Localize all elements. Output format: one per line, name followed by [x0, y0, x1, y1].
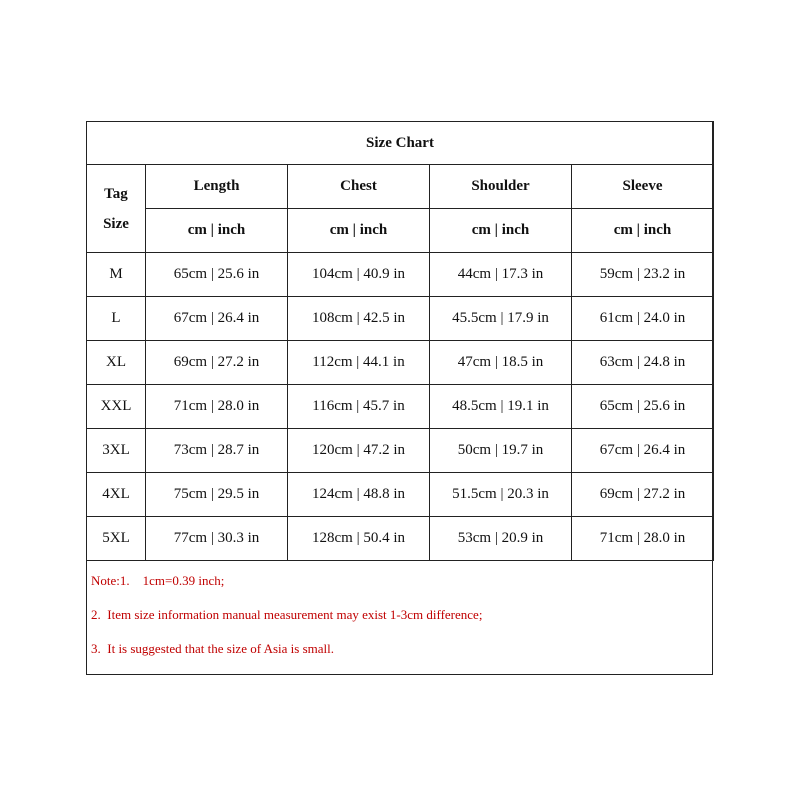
unit-shoulder: cm | inch	[430, 209, 572, 253]
chest-cell: 120cm | 47.2 in	[288, 429, 430, 473]
table-row	[87, 341, 714, 385]
size-cell: L	[87, 297, 146, 341]
shoulder-cell: 45.5cm | 17.9 in	[430, 297, 572, 341]
table-row	[87, 385, 714, 429]
header-length: Length	[146, 165, 288, 209]
header-chest: Chest	[288, 165, 430, 209]
sleeve-cell: 65cm | 25.6 in	[572, 385, 714, 429]
chest-cell: 104cm | 40.9 in	[288, 253, 430, 297]
header-sleeve: Sleeve	[572, 165, 714, 209]
table-row	[87, 517, 714, 561]
length-cell: 65cm | 25.6 in	[146, 253, 288, 297]
chest-cell: 116cm | 45.7 in	[288, 385, 430, 429]
table-row	[87, 297, 714, 341]
chest-cell: 124cm | 48.8 in	[288, 473, 430, 517]
size-cell: M	[87, 253, 146, 297]
shoulder-cell: 47cm | 18.5 in	[430, 341, 572, 385]
shoulder-cell: 53cm | 20.9 in	[430, 517, 572, 561]
length-cell: 67cm | 26.4 in	[146, 297, 288, 341]
table-row	[87, 253, 714, 297]
sleeve-cell: 59cm | 23.2 in	[572, 253, 714, 297]
shoulder-cell: 50cm | 19.7 in	[430, 429, 572, 473]
size-label: Size	[103, 215, 129, 232]
shoulder-cell: 48.5cm | 19.1 in	[430, 385, 572, 429]
chest-cell: 128cm | 50.4 in	[288, 517, 430, 561]
length-cell: 73cm | 28.7 in	[146, 429, 288, 473]
sleeve-cell: 71cm | 28.0 in	[572, 517, 714, 561]
size-cell: 3XL	[87, 429, 146, 473]
unit-length: cm | inch	[146, 209, 288, 253]
unit-sleeve: cm | inch	[572, 209, 714, 253]
chest-cell: 108cm | 42.5 in	[288, 297, 430, 341]
sleeve-cell: 63cm | 24.8 in	[572, 341, 714, 385]
size-cell: 5XL	[87, 517, 146, 561]
size-cell: 4XL	[87, 473, 146, 517]
length-cell: 75cm | 29.5 in	[146, 473, 288, 517]
note-1: Note:1. 1cm=0.39 inch;	[91, 573, 225, 588]
size-cell: XL	[87, 341, 146, 385]
size-chart	[86, 121, 713, 675]
length-cell: 77cm | 30.3 in	[146, 517, 288, 561]
size-table	[86, 121, 714, 561]
sleeve-cell: 69cm | 27.2 in	[572, 473, 714, 517]
shoulder-cell: 51.5cm | 20.3 in	[430, 473, 572, 517]
header-shoulder: Shoulder	[430, 165, 572, 209]
chest-cell: 112cm | 44.1 in	[288, 341, 430, 385]
shoulder-cell: 44cm | 17.3 in	[430, 253, 572, 297]
table-row	[87, 473, 714, 517]
tag-label: Tag	[104, 185, 128, 202]
note-2: 2. Item size information manual measurement may exist 1-3cm difference;	[91, 607, 483, 622]
unit-chest: cm | inch	[288, 209, 430, 253]
sleeve-cell: 67cm | 26.4 in	[572, 429, 714, 473]
size-cell: XXL	[87, 385, 146, 429]
tag-size-header	[87, 165, 146, 253]
table-row	[87, 429, 714, 473]
sleeve-cell: 61cm | 24.0 in	[572, 297, 714, 341]
length-cell: 69cm | 27.2 in	[146, 341, 288, 385]
chart-title: Size Chart	[87, 122, 714, 165]
note-3: 3. It is suggested that the size of Asia is small.	[91, 641, 334, 656]
length-cell: 71cm | 28.0 in	[146, 385, 288, 429]
